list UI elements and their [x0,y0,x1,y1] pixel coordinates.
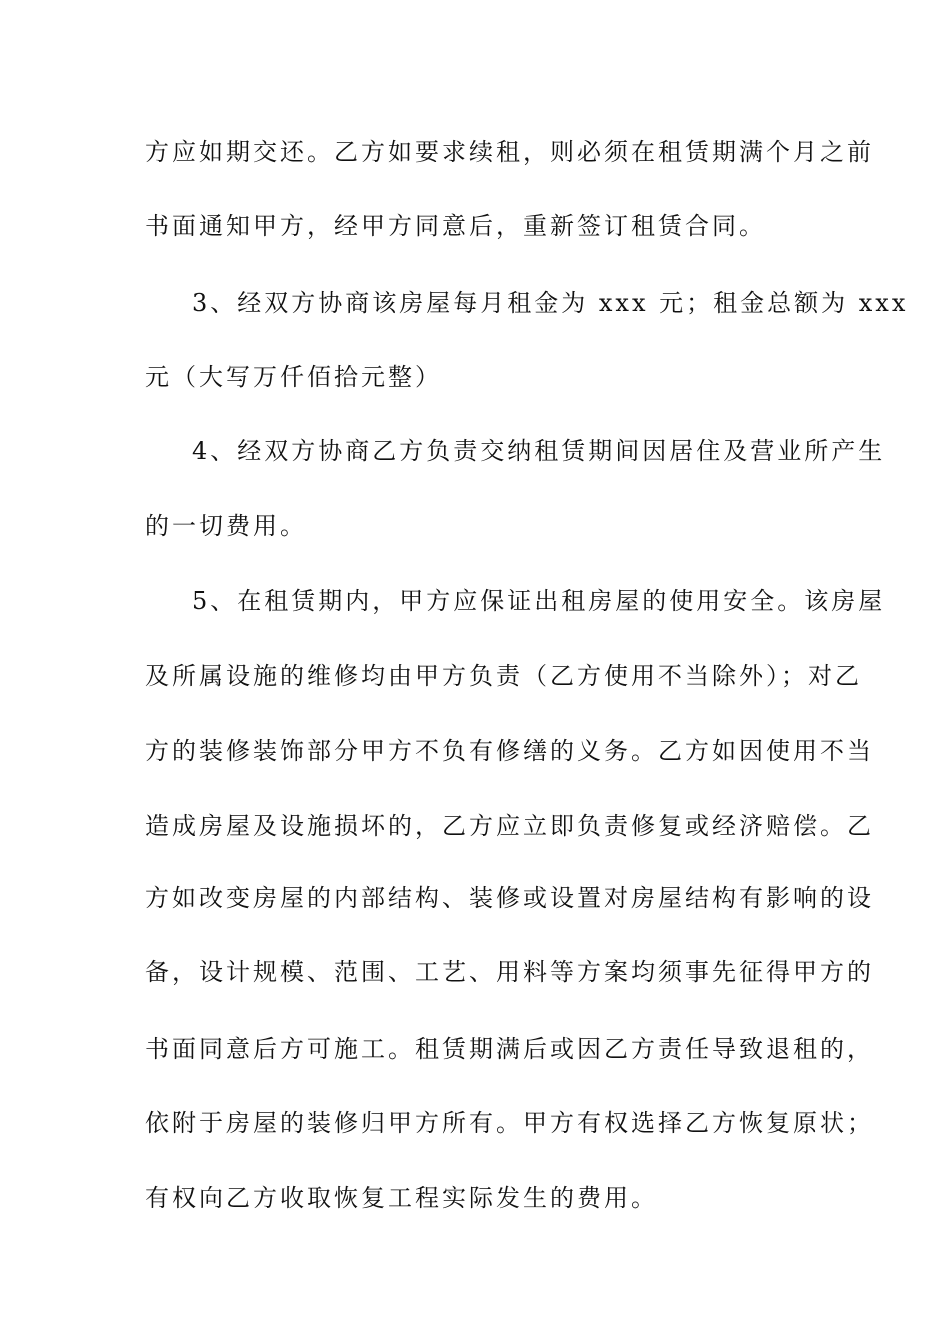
text-line: 有权向乙方收取恢复工程实际发生的费用。 [145,1184,658,1212]
paragraph-3-line: 3、经双方协商该房屋每月租金为 xxx 元；租金总额为 xxx [192,289,909,317]
text-line: 方如改变房屋的内部结构、装修或设置对房屋结构有影响的设 [145,884,874,912]
text-line: 备，设计规模、范围、工艺、用料等方案均须事先征得甲方的 [145,958,874,986]
paragraph-4-line: 4、经双方协商乙方负责交纳租赁期间因居住及营业所产生 [192,437,886,465]
text-line: 依附于房屋的装修归甲方所有。甲方有权选择乙方恢复原状； [145,1109,874,1137]
text-line: 书面通知甲方，经甲方同意后，重新签订租赁合同。 [145,212,766,240]
text-line: 造成房屋及设施损坏的，乙方应立即负责修复或经济赔偿。乙 [145,812,874,840]
text-line: 方的装修装饰部分甲方不负有修缮的义务。乙方如因使用不当 [145,737,874,765]
text-line: 方应如期交还。乙方如要求续租，则必须在租赁期满个月之前 [145,138,874,166]
text-line: 书面同意后方可施工。租赁期满后或因乙方责任导致退租的， [145,1035,874,1063]
text-line: 的一切费用。 [145,512,307,540]
text-line: 及所属设施的维修均由甲方负责（乙方使用不当除外）；对乙 [145,662,862,690]
text-line: 元（大写万仟佰拾元整） [145,363,442,391]
paragraph-5-line: 5、在租赁期内，甲方应保证出租房屋的使用安全。该房屋 [192,587,886,615]
